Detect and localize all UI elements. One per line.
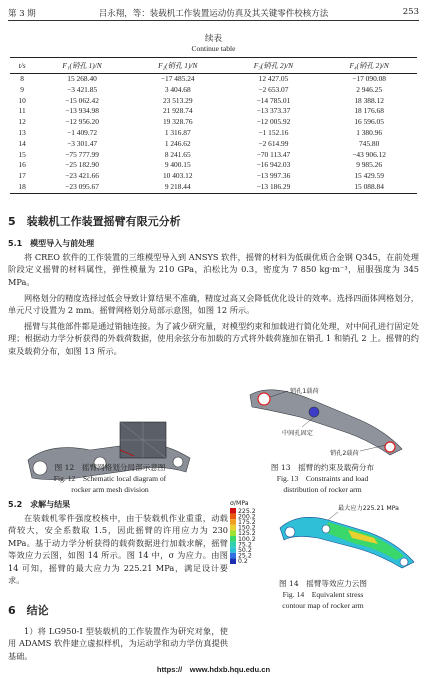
table-cell: 21 928.74: [162, 106, 193, 116]
table-row: [10, 160, 417, 171]
figure-12-caption-en-1: Fig. 12 Schematic local diagram of: [53, 474, 167, 483]
table-cell: 18 176.68: [354, 106, 384, 116]
table-header-cell: F₁(销孔 1)/N: [34, 58, 130, 74]
legend-value: 125.2: [238, 530, 256, 538]
table-cell: 745.80: [358, 138, 380, 148]
table-row: [10, 106, 417, 117]
legend-swatch: [230, 536, 236, 542]
legend-value: 100.2: [238, 535, 256, 543]
table-cell: 1 246.62: [164, 138, 191, 148]
table-row: [10, 139, 417, 150]
table-cell: 8: [20, 74, 24, 83]
table-cell: 9 218.44: [130, 182, 226, 193]
figure-14-caption-en-2: contour map of rocker arm: [282, 601, 364, 610]
figure-12-caption-cn: 图 12 摇臂网格划分局部示意图: [54, 463, 166, 472]
table-row: [10, 128, 417, 139]
table-cell: 9 400.15: [164, 160, 191, 170]
legend-swatch: [230, 514, 236, 520]
table-cell: 10 403.12: [162, 171, 193, 181]
table-cell: −2 614.99: [258, 138, 289, 148]
legend-swatch: [230, 519, 236, 525]
subsection-5-1-heading: 5.1 模型导入与前处理: [8, 239, 95, 248]
section-6-heading: 6 结论: [8, 604, 49, 617]
table-header-cell: F₄(销孔 2)/N: [321, 58, 417, 74]
paragraph-constraints: 摇臂与其他部件都是通过销轴连接。为了减少研究量，对模型约束和加载进行简化处理，对中间孔进行固定处理；根据动力学分析获得的外载荷数据，使用余弦分布加载的方式将外载荷施加在销孔 1 和销孔 2 上。摇臂的约束及载荷分布，如图 13 所示。: [8, 321, 419, 356]
header-title: 吕永翔，等：装载机工作装置运动仿真及其关键零件校核方法: [98, 9, 329, 19]
table-cell: −12 005.92: [256, 117, 291, 127]
table-header-cell: t/s: [10, 58, 34, 74]
section-5-heading: 5 装载机工作装置摇臂有限元分析: [8, 215, 181, 228]
table-cell: 16: [18, 160, 26, 170]
figure-14-stress-contour: [228, 498, 418, 570]
table-header-cell: F₃(销孔 2)/N: [226, 58, 322, 74]
figure-13-caption-en-2: distribution of rocker arm: [283, 485, 362, 494]
table-cell: 18 388.12: [354, 95, 384, 105]
table-caption-cn: 续表: [204, 34, 222, 44]
table-cell: 8 241.65: [164, 149, 191, 159]
legend-value: 175.2: [238, 519, 256, 526]
table-cell: 23 513.29: [162, 95, 193, 105]
table-cell: 14: [18, 138, 26, 148]
legend-swatch: [230, 525, 236, 531]
stress-legend: [230, 508, 256, 565]
table-cell: −13 186.29: [226, 182, 322, 193]
stress-axis-label: σ/MPa: [230, 500, 249, 507]
figure-12-caption-en-2: rocker arm mesh division: [71, 485, 149, 494]
table-cell: −13 934.98: [65, 106, 99, 116]
table-row: [10, 171, 417, 182]
figure-13-caption-cn: 图 13 摇臂的约束及载荷分布: [270, 463, 375, 472]
figure-14-caption-cn: 图 14 摇臂等效应力云图: [278, 579, 367, 588]
label-pin2-load: 销孔2载荷: [330, 450, 359, 457]
table-cell: −12 956.20: [65, 117, 99, 127]
table-cell: −43 906.12: [352, 149, 386, 159]
page-number: 253: [402, 7, 419, 17]
legend-swatch: [230, 558, 236, 564]
paragraph-conclusion-1: 1）将 LG950-Ⅰ 型装载机的工作装置作为研究对象，使用 ADAMS 软件建立虚拟样机，为运动学和动力学仿真提供基础。: [8, 626, 228, 661]
subsection-5-2-heading: 5.2 求解与结果: [8, 500, 71, 509]
table-cell: −3 421.85: [67, 84, 98, 94]
table-cell: −1 152.16: [258, 127, 289, 137]
table-cell: −25 182.90: [65, 160, 99, 170]
table-cell: 9: [20, 84, 24, 94]
table-cell: 19 328.76: [162, 117, 193, 127]
running-header: [8, 7, 419, 21]
table-cell: 15 429.59: [354, 171, 384, 181]
legend-value: 25.2: [238, 552, 252, 560]
table-row: [10, 85, 417, 96]
figure-13-constraint-image: [230, 365, 415, 460]
table-row: [10, 74, 417, 85]
table-cell: −75 777.99: [65, 149, 99, 159]
legend-swatch: [230, 542, 236, 548]
table-row: [10, 96, 417, 107]
table-cell: −3 301.47: [67, 138, 98, 148]
label-pin1-load: 销孔1载荷: [290, 388, 319, 395]
legend-value: 0.2: [238, 558, 248, 566]
paragraph-material: 将 CREO 软件的工作装置的三维模型导入到 ANSYS 软件，摇臂的材料为低碳优质合金钢 Q345，在前处理阶段定义摇臂的材料属性，弹性模量为 210 GPa，泊松比为 0.3，密度为 7 850 kg·m⁻³，屈服强度为 345 MPa。: [8, 252, 419, 287]
table-body: [10, 74, 417, 194]
table-cell: 11: [18, 106, 26, 116]
legend-swatch: [230, 508, 236, 514]
max-stress-label: 最大应力225.21 MPa: [338, 505, 399, 512]
table-row: [10, 150, 417, 161]
table-cell: 12 427.05: [258, 74, 289, 83]
figure-14-caption-en-1: Fig. 14 Equivalent stress: [282, 590, 364, 599]
table-cell: −15 062.42: [65, 95, 99, 105]
table-cell: −13 997.36: [256, 171, 291, 181]
table-cell: 15 268.40: [67, 74, 97, 83]
legend-value: 225.2: [238, 507, 256, 515]
header-rule: [8, 20, 419, 21]
table-row: [10, 117, 417, 128]
table-cell: 13: [18, 127, 26, 137]
legend-swatch: [230, 553, 236, 559]
table-cell: 15: [18, 149, 26, 159]
table-row: [10, 182, 417, 193]
label-middle-fixed: 中间孔固定: [282, 430, 313, 437]
table-cell: −70 113.47: [256, 149, 291, 159]
table-cell: 12: [18, 117, 26, 127]
table-header-cell: F₂(销孔 1)/N: [130, 58, 226, 74]
figure-14-caption: [228, 578, 418, 611]
table-cell: −1 409.72: [67, 127, 98, 137]
table-cell: −13 373.37: [256, 106, 291, 116]
footer-url: https:// www.hdxb.hqu.edu.cn: [156, 665, 271, 674]
table-cell: 1 380.96: [356, 127, 383, 137]
table-header-row: [10, 58, 417, 74]
table-cell: −17 485.24: [160, 74, 195, 83]
table-cell: 17: [18, 171, 26, 181]
figure-13-caption-en-1: Fig. 13 Constraints and load: [276, 474, 369, 483]
paragraph-results: 在装载机零件强度校核中，由于装载机作业重重，动载荷较大，安全系数取 1.5，因此摇臂的许用应力为 230 MPa。基于动力学分析获得的载荷数据进行加载求解，摇臂等效应力云图，如图 14 所示。图 14 中，σ 为应力。由图 14 可知，摇臂的最大应力为 225.21 MPa，满足设计要求。: [8, 513, 228, 586]
table-cell: −23 095.67: [34, 182, 130, 193]
table-cell: 18: [10, 182, 34, 193]
legend-value: 200.2: [238, 513, 256, 521]
table-cell: 9 985.26: [356, 160, 383, 170]
figure-12-caption: [20, 462, 200, 495]
force-table: [10, 57, 417, 194]
table-caption-en: Continue table: [191, 44, 236, 53]
legend-value: 150.2: [238, 524, 256, 532]
issue-number: 第 3 期: [8, 9, 36, 19]
table-cell: −17 090.08: [352, 74, 386, 83]
table-cell: −16 942.03: [256, 160, 291, 170]
legend-value: 50.2: [238, 547, 252, 554]
table-cell: 10: [18, 95, 26, 105]
table-cell: 3 404.68: [164, 84, 191, 94]
legend-swatch: [230, 530, 236, 536]
table-cell: −23 421.66: [65, 171, 99, 181]
table-cell: 16 596.05: [354, 117, 384, 127]
figure-13-caption: [230, 462, 415, 495]
legend-value: 75.2: [238, 541, 252, 549]
legend-swatch: [230, 547, 236, 553]
table-cell: 15 088.84: [321, 182, 417, 193]
table-cell: −14 785.01: [256, 95, 291, 105]
table-cell: 2 946.25: [356, 84, 383, 94]
table-cell: −2 653.07: [258, 84, 289, 94]
table-cell: 1 316.87: [164, 127, 191, 137]
paragraph-mesh: 网格划分的精度选择过低会导致计算结果不准确，精度过高又会降低优化设计的效率。选择四面体网格划分，单元尺寸设置为 2 mm。摇臂网格划分局部示意图，如图 12 所示。: [8, 293, 419, 316]
